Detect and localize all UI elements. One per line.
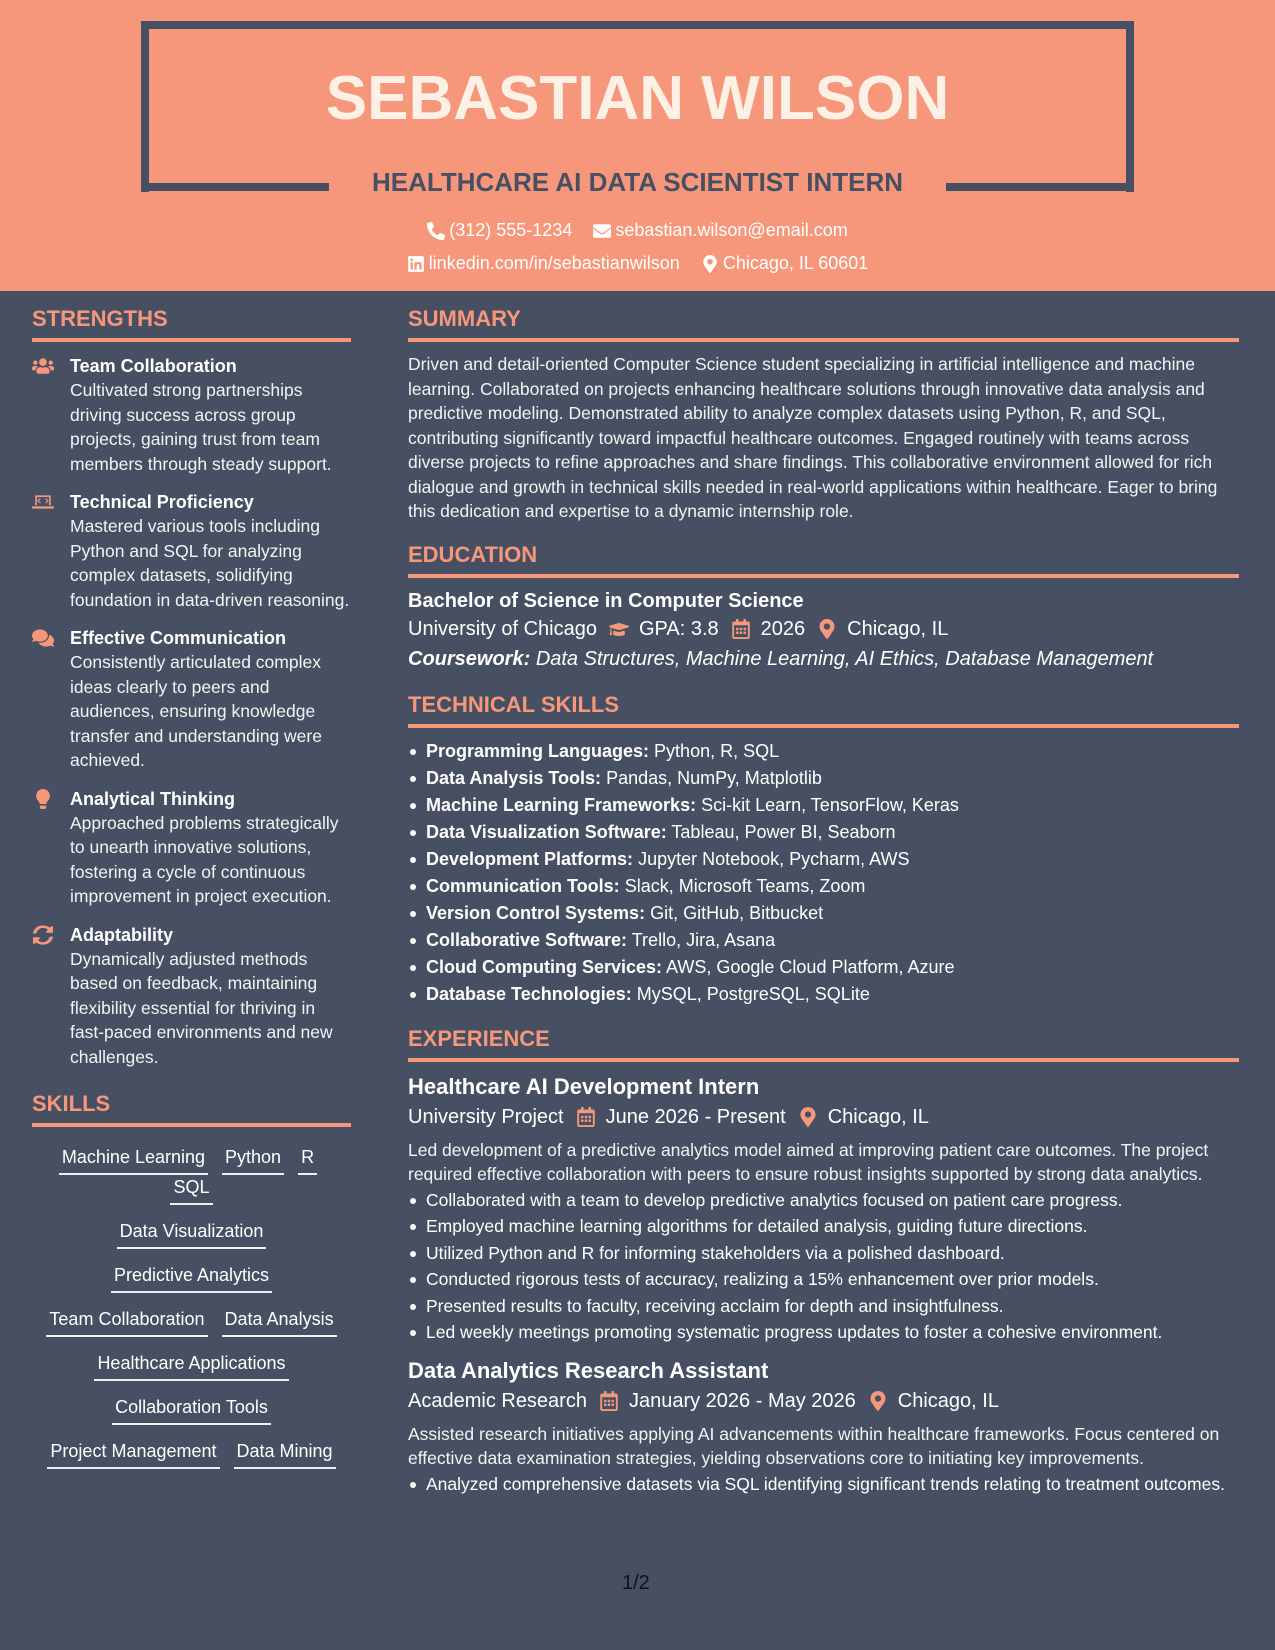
strength-title: Technical Proficiency — [70, 492, 254, 512]
list-item — [408, 738, 1239, 765]
strength-item — [32, 354, 351, 476]
map-marker-icon — [817, 619, 837, 639]
skill-values: Pandas, NumPy, Matplotlib — [606, 767, 822, 788]
coursework-label: Coursework: — [408, 647, 531, 670]
strength-item — [32, 923, 351, 1070]
skill-tag: Machine Learning — [59, 1145, 208, 1175]
technical-skills-heading: TECHNICAL SKILLS — [408, 692, 1239, 728]
users-icon — [32, 356, 54, 376]
job-dates: June 2026 - Present — [605, 1105, 786, 1128]
calendar-icon — [576, 1107, 596, 1127]
skill-tag-row — [32, 1145, 351, 1205]
contact-row-1 — [0, 220, 1275, 245]
skill-category: Communication Tools: — [426, 875, 620, 896]
location-contact — [701, 253, 868, 274]
strength-item — [32, 787, 351, 909]
skill-category: Collaborative Software: — [426, 929, 628, 950]
strength-title: Adaptability — [70, 924, 174, 945]
job-bullets — [408, 1471, 1239, 1498]
skill-category: Development Platforms: — [426, 848, 634, 869]
linkedin-contact[interactable] — [407, 253, 680, 274]
list-item — [408, 819, 1239, 846]
skill-tags — [32, 1145, 351, 1469]
email-text: sebastian.wilson@email.com — [615, 220, 848, 240]
list-item: Analyzed comprehensive datasets via SQL identifying significant trends relating to treatment outcomes. — [408, 1471, 1239, 1498]
skill-category: Cloud Computing Services: — [426, 956, 663, 977]
skill-tag: Data Visualization — [117, 1219, 267, 1249]
right-column — [408, 306, 1239, 1515]
summary-text: Driven and detail-oriented Computer Science student specializing in artificial intelligence and machine learning. Collaborated on projects enhancing healthcare solutions through innovative data analysis and predictive modeling. Demonstrated ability to analyze complex datasets using Python, R, and SQL, contributing significantly toward impactful healthcare outcomes. Engaged routinely with teams across diverse projects to refine approaches and share findings. This collaborative environment allowed for rich dialogue and growth in technical skills needed in real-world applications within healthcare. Eager to bring this dedication and expertise to a dynamic internship role. — [408, 354, 1218, 521]
strength-title: Analytical Thinking — [70, 788, 236, 809]
candidate-name: SEBASTIAN WILSON — [325, 64, 950, 133]
job-description: Assisted research initiatives applying AI advancements within healthcare frameworks. Focus centered on effective data examination strategies, yielding observations core to initiating key improvements. — [408, 1423, 1220, 1468]
job-org: University Project — [408, 1105, 564, 1128]
job-location: Chicago, IL — [897, 1389, 999, 1412]
envelope-icon — [593, 222, 611, 240]
skill-tag: R — [298, 1145, 317, 1175]
skill-tag: Predictive Analytics — [111, 1263, 272, 1293]
skill-values: MySQL, PostgreSQL, SQLite — [636, 983, 870, 1004]
list-item: Presented results to faculty, receiving acclaim for depth and insightfulness. — [408, 1293, 1239, 1320]
job-org: Academic Research — [408, 1389, 587, 1412]
job-title: Healthcare AI Development Intern — [408, 1073, 760, 1099]
laptop-code-icon — [32, 492, 54, 512]
degree-name: Bachelor of Science in Computer Science — [408, 589, 804, 612]
summary-section — [408, 306, 1239, 524]
job-meta — [408, 1102, 1239, 1132]
list-item: Led weekly meetings promoting systematic progress updates to foster a cohesive environment. — [408, 1319, 1239, 1346]
map-marker-icon — [701, 255, 719, 273]
summary-heading: SUMMARY — [408, 306, 1239, 342]
list-item: Collaborated with a team to develop predictive analytics focused on patient care progress. — [408, 1187, 1239, 1214]
skill-values: Python, R, SQL — [654, 740, 780, 761]
phone-icon — [427, 222, 445, 240]
skill-tag-row — [32, 1307, 351, 1337]
coursework-list: Data Structures, Machine Learning, AI Ethics, Database Management — [535, 647, 1154, 670]
strength-description: Cultivated strong partnerships driving success across group projects, gaining trust from team members through steady support. — [70, 380, 332, 474]
comments-icon — [32, 628, 54, 648]
skill-tag-row — [32, 1395, 351, 1425]
strength-description: Consistently articulated complex ideas clearly to peers and audiences, ensuring knowledge transfer and understanding were achieved. — [70, 652, 322, 770]
skill-tag: SQL — [170, 1175, 212, 1205]
strength-item — [32, 626, 351, 773]
list-item — [408, 765, 1239, 792]
skill-tag: Healthcare Applications — [94, 1351, 288, 1381]
strength-description: Mastered various tools including Python and SQL for analyzing complex datasets, solidifying foundation in data-driven reasoning. — [70, 516, 350, 610]
skill-values: Sci-kit Learn, TensorFlow, Keras — [701, 794, 959, 815]
strength-item — [32, 490, 351, 612]
job-dates: January 2026 - May 2026 — [628, 1389, 856, 1412]
resume-header — [0, 0, 1275, 291]
list-item: Utilized Python and R for informing stakeholders via a polished dashboard. — [408, 1240, 1239, 1267]
skill-category: Machine Learning Frameworks: — [426, 794, 697, 815]
skill-tag: Python — [222, 1145, 284, 1175]
sync-icon — [32, 925, 54, 945]
linkedin-icon — [407, 255, 425, 273]
list-item — [408, 927, 1239, 954]
skill-category: Data Visualization Software: — [426, 821, 667, 842]
strength-title: Effective Communication — [70, 628, 287, 648]
phone-contact[interactable] — [427, 220, 572, 241]
strengths-heading: STRENGTHS — [32, 306, 351, 342]
skill-tag: Project Management — [47, 1439, 219, 1469]
skill-values: Tableau, Power BI, Seaborn — [671, 821, 896, 842]
phone-text: (312) 555-1234 — [449, 220, 573, 240]
skill-tag-row — [32, 1439, 351, 1469]
strength-description: Dynamically adjusted methods based on feedback, maintaining flexibility essential for thriving in fast-paced environments and new challenges. — [70, 948, 333, 1067]
skill-values: Trello, Jira, Asana — [631, 929, 776, 950]
technical-skills-section — [408, 692, 1239, 1008]
location-text: Chicago, IL 60601 — [722, 253, 869, 273]
job-meta — [408, 1386, 1239, 1416]
experience-section — [408, 1026, 1239, 1498]
strength-description: Approached problems strategically to unearth innovative solutions, fostering a cycle of continuous improvement in project execution. — [70, 812, 339, 906]
lightbulb-icon — [32, 789, 54, 809]
left-column — [32, 306, 351, 1483]
job-title-heading: HEALTHCARE AI DATA SCIENTIST INTERN — [371, 167, 904, 197]
email-contact[interactable] — [593, 220, 847, 241]
job-bullets — [408, 1187, 1239, 1346]
skill-values: Git, GitHub, Bitbucket — [650, 902, 824, 923]
gpa-text: GPA: 3.8 — [638, 617, 719, 640]
skill-values: Slack, Microsoft Teams, Zoom — [624, 875, 866, 896]
education-heading: EDUCATION — [408, 542, 1239, 578]
skill-tag: Collaboration Tools — [112, 1395, 271, 1425]
skill-tag-row — [32, 1351, 351, 1381]
skill-category: Version Control Systems: — [426, 902, 646, 923]
list-item — [408, 954, 1239, 981]
list-item — [408, 900, 1239, 927]
skill-tag-row — [32, 1263, 351, 1293]
job-entry — [408, 1072, 1239, 1346]
list-item — [408, 981, 1239, 1008]
list-item: Conducted rigorous tests of accuracy, realizing a 15% enhancement over prior models. — [408, 1266, 1239, 1293]
skill-category: Programming Languages: — [426, 740, 650, 761]
school-name: University of Chicago — [408, 617, 597, 640]
list-item — [408, 873, 1239, 900]
list-item — [408, 792, 1239, 819]
skill-values: Jupyter Notebook, Pycharm, AWS — [638, 848, 910, 869]
skill-category: Database Technologies: — [426, 983, 632, 1004]
education-section — [408, 542, 1239, 674]
experience-heading: EXPERIENCE — [408, 1026, 1239, 1062]
graduation-year: 2026 — [760, 617, 806, 640]
job-description: Led development of a predictive analytics model aimed at improving patient care outcomes. The project required effective collaboration with peers to ensure robust insights supported by strong data analytics. — [408, 1139, 1209, 1184]
skills-heading: SKILLS — [32, 1091, 351, 1127]
contact-row-2 — [0, 253, 1275, 278]
coursework — [408, 644, 1239, 674]
skills-section — [32, 1091, 351, 1469]
skill-tag-row — [32, 1219, 351, 1249]
calendar-icon — [731, 619, 751, 639]
technical-skills-list — [408, 738, 1239, 1008]
map-marker-icon — [798, 1107, 818, 1127]
skill-tag: Data Analysis — [222, 1307, 337, 1337]
strength-title: Team Collaboration — [70, 356, 237, 376]
skill-tag: Team Collaboration — [46, 1307, 207, 1337]
job-title: Data Analytics Research Assistant — [408, 1357, 769, 1383]
graduation-cap-icon — [609, 619, 629, 639]
skill-category: Data Analysis Tools: — [426, 767, 602, 788]
list-item: Employed machine learning algorithms for detailed analysis, guiding future directions. — [408, 1213, 1239, 1240]
list-item — [408, 846, 1239, 873]
job-location: Chicago, IL — [827, 1105, 929, 1128]
skill-tag: Data Mining — [234, 1439, 336, 1469]
education-meta — [408, 614, 1239, 644]
page-number: 1/2 — [622, 1572, 650, 1594]
job-entry — [408, 1356, 1239, 1498]
education-location: Chicago, IL — [847, 617, 949, 640]
map-marker-icon — [868, 1391, 888, 1411]
calendar-icon — [599, 1391, 619, 1411]
skill-values: AWS, Google Cloud Platform, Azure — [666, 956, 955, 977]
linkedin-text: linkedin.com/in/sebastianwilson — [428, 253, 680, 273]
